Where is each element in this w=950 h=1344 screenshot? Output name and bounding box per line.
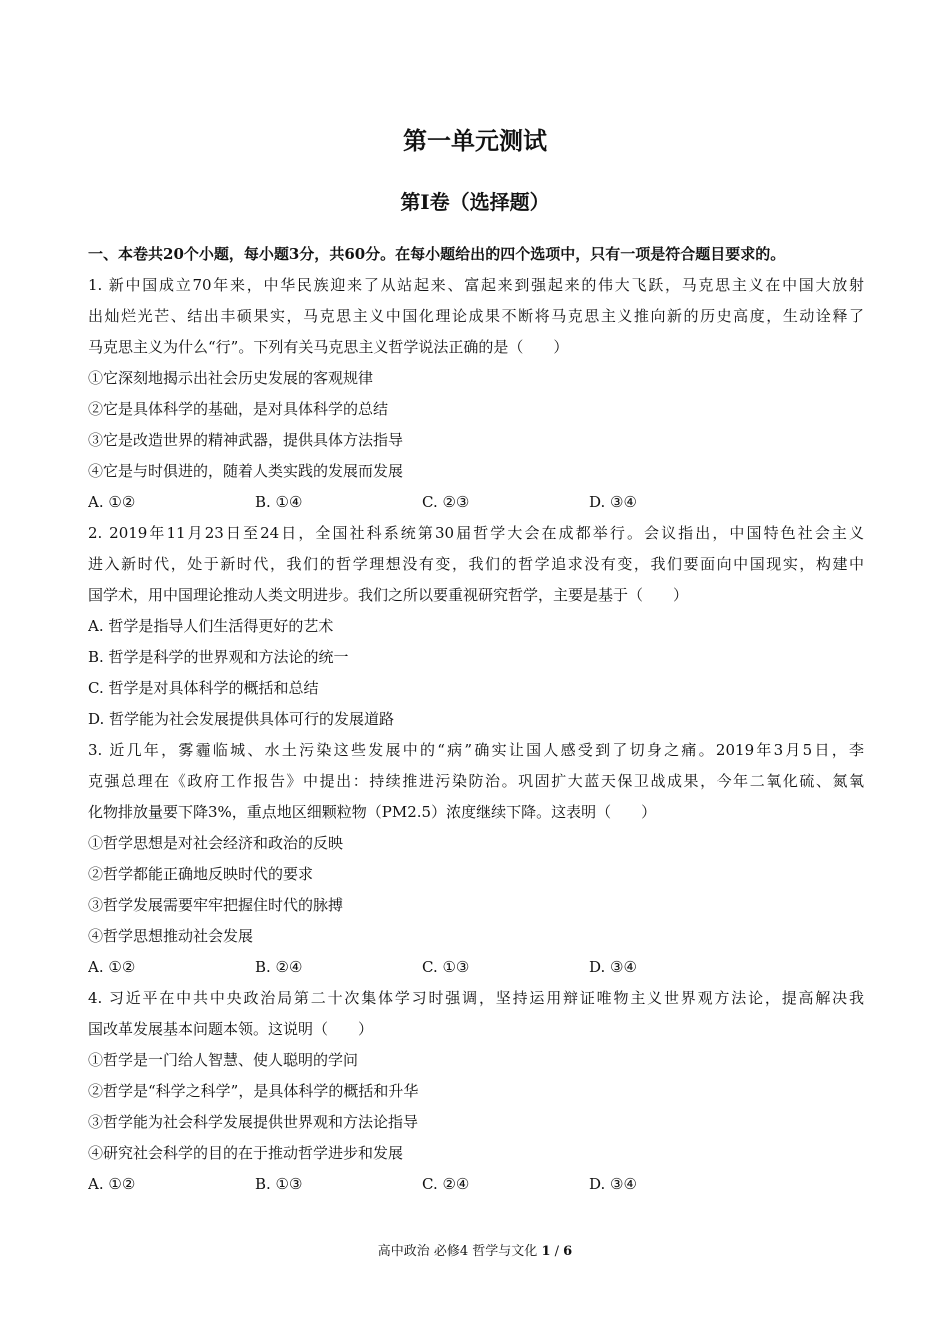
option-d: D. ③④ (589, 958, 637, 976)
statement-item: ①它深刻地揭示出社会历史发展的客观规律 (88, 369, 374, 387)
option-c: C. 哲学是对具体科学的概括和总结 (88, 679, 319, 697)
option-d: D. ③④ (589, 1175, 637, 1193)
footer-text: 高中政治 必修4 哲学与文化 (377, 1244, 538, 1259)
statement-item: ②哲学是“科学之科学”，是具体科学的概括和升华 (88, 1082, 419, 1100)
statement-item: ③它是改造世界的精神武器，提供具体方法指导 (88, 431, 404, 449)
question-stem-line: 2. 2019年11月23日至24日，全国社科系统第30届哲学大会在成都举行。会议指出，中国特色社会主义 (88, 524, 864, 542)
option-d: D. ③④ (589, 493, 637, 511)
section-title: 第Ⅰ卷（选择题） (400, 190, 550, 214)
option-d: D. 哲学能为社会发展提供具体可行的发展道路 (88, 710, 395, 728)
option-b: B. ①③ (255, 1175, 303, 1193)
section-instruction: 一、本卷共20个小题，每小题3分，共60分。在每小题给出的四个选项中，只有一项是符合题目要求的。 (88, 245, 786, 263)
question-1 (88, 270, 864, 518)
option-b: B. ②④ (255, 958, 303, 976)
option-a: A. ①② (88, 1175, 136, 1193)
page-number: 1 (541, 1244, 551, 1259)
answer-options (88, 952, 864, 983)
page-footer (0, 1242, 950, 1262)
answer-options (88, 1169, 864, 1200)
question-stem-line: 克强总理在《政府工作报告》中提出：持续推进污染防治。巩固扩大蓝天保卫战成果，今年二氧化硫、氮氧 (88, 772, 864, 790)
statement-item: ③哲学能为社会科学发展提供世界观和方法论指导 (88, 1113, 419, 1131)
option-a: A. ①② (88, 958, 136, 976)
option-c: C. ②④ (422, 1175, 470, 1193)
option-a: A. 哲学是指导人们生活得更好的艺术 (88, 617, 334, 635)
question-stem-line: 马克思主义为什么“行”。下列有关马克思主义哲学说法正确的是（ ） (88, 338, 569, 356)
question-2 (88, 518, 864, 735)
page-total: 6 (563, 1244, 573, 1259)
statement-item: ①哲学思想是对社会经济和政治的反映 (88, 834, 344, 852)
option-b: B. ①④ (255, 493, 303, 511)
statement-item: ②它是具体科学的基础，是对具体科学的总结 (88, 400, 389, 418)
question-stem-line: 4. 习近平在中共中央政治局第二十次集体学习时强调，坚持运用辩证唯物主义世界观方法论，提高解决我 (88, 989, 864, 1007)
question-stem-line: 出灿烂光芒、结出丰硕果实，马克思主义中国化理论成果不断将马克思主义推向新的历史高度，生动诠释了 (88, 307, 864, 325)
question-stem-line: 1. 新中国成立70年来，中华民族迎来了从站起来、富起来到强起来的伟大飞跃，马克思主义在中国大放射 (88, 276, 864, 294)
statement-item: ③哲学发展需要牢牢把握住时代的脉搏 (88, 896, 344, 914)
statement-item: ④它是与时俱进的，随着人类实践的发展而发展 (88, 462, 404, 480)
statement-item: ①哲学是一门给人智慧、使人聪明的学问 (88, 1051, 359, 1069)
question-list (88, 239, 864, 1200)
statement-item: ②哲学都能正确地反映时代的要求 (88, 865, 314, 883)
answer-options (88, 487, 864, 518)
page-separator: / (554, 1244, 560, 1259)
question-stem-line: 国改革发展基本问题本领。这说明（ ） (88, 1020, 374, 1038)
option-a: A. ①② (88, 493, 136, 511)
option-b: B. 哲学是科学的世界观和方法论的统一 (88, 648, 349, 666)
page-title: 第一单元测试 (403, 126, 547, 155)
question-stem-line: 3. 近几年，雾霾临城、水土污染这些发展中的“病”确实让国人感受到了切身之痛。2019年3月5日，李 (88, 741, 864, 759)
question-stem-line: 国学术，用中国理论推动人类文明进步。我们之所以要重视研究哲学，主要是基于（ ） (88, 586, 689, 604)
option-c: C. ②③ (422, 493, 470, 511)
option-c: C. ①③ (422, 958, 470, 976)
question-3 (88, 735, 864, 983)
statement-item: ④哲学思想推动社会发展 (88, 927, 254, 945)
question-stem-line: 化物排放量要下降3%，重点地区细颗粒物（PM2.5）浓度继续下降。这表明（ ） (88, 803, 657, 821)
statement-item: ④研究社会科学的目的在于推动哲学进步和发展 (88, 1144, 404, 1162)
question-stem-line: 进入新时代，处于新时代，我们的哲学理想没有变，我们的哲学追求没有变，我们要面向中国现实，构建中 (88, 555, 864, 573)
question-4 (88, 983, 864, 1200)
